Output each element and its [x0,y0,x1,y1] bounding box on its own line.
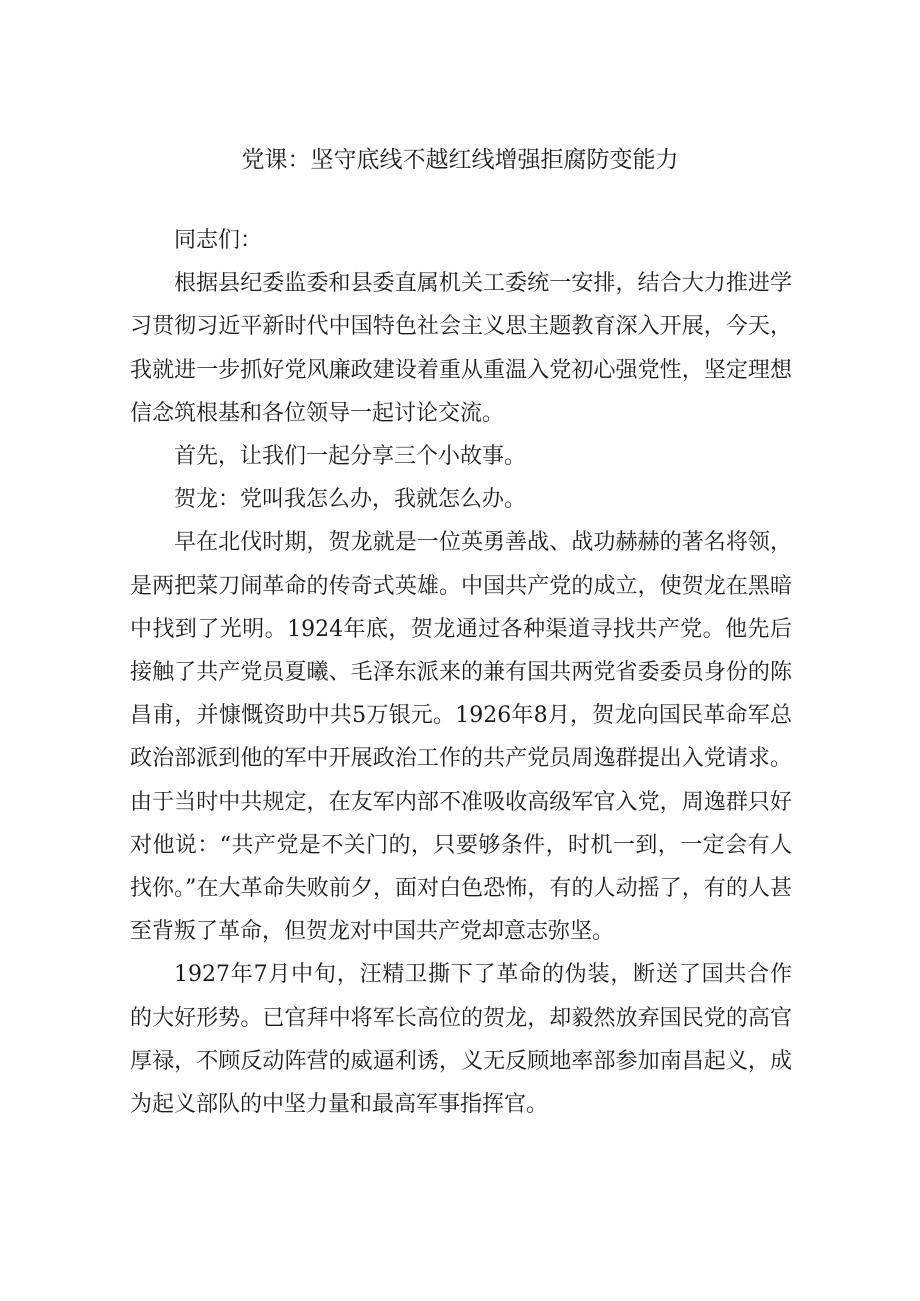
document-body [130,219,792,1126]
story-body-paragraph: 早在北伐时期，贺龙就是一位英勇善战、战功赫赫的著名将领，是两把菜刀闹革命的传奇式英雄。中国共产党的成立，使贺龙在黑暗中找到了光明。1924年底，贺龙通过各种渠道寻找共产党。他先后接触了共产党员夏曦、毛泽东派来的兼有国共两党省委委员身份的陈昌甫，并慷慨资助中共5万银元。1926年8月，贺龙向国民革命军总政治部派到他的军中开展政治工作的共产党员周逸群提出入党请求。由于当时中共规定，在友军内部不准吸收高级军官入党，周逸群只好对他说：“共产党是不关门的，只要够条件，时机一到，一定会有人找你。”在大革命失败前夕，面对白色恐怖，有的人动摇了，有的人甚至背叛了革命，但贺龙对中国共产党却意志弥坚。 [130,530,792,945]
story-continuation-paragraph: 1927年7月中旬，汪精卫撕下了革命的伪装，断送了国共合作的大好形势。已官拜中将军长高位的贺龙，却毅然放弃国民党的高官厚禄，不顾反动阵营的威逼利诱，义无反顾地率部参加南昌起义，成为起义部队的中坚力量和最高军事指挥官。 [130,962,792,1118]
stories-intro-paragraph: 首先，让我们一起分享三个小故事。 [174,444,527,470]
intro-paragraph: 根据县纪委监委和县委直属机关工委统一安排，结合大力推进学习贯彻习近平新时代中国特色社会主义思主题教育深入开展，今天，我就进一步抓好党风廉政建设着重从重温入党初心强党性，坚定理想信念筑根基和各位领导一起讨论交流。 [130,271,792,426]
document-title: 党课：坚守底线不越红线增强拒腐防变能力 [241,147,679,173]
story-heading-paragraph: 贺龙：党叫我怎么办，我就怎么办。 [174,487,527,513]
salutation-paragraph: 同志们： [174,228,263,253]
